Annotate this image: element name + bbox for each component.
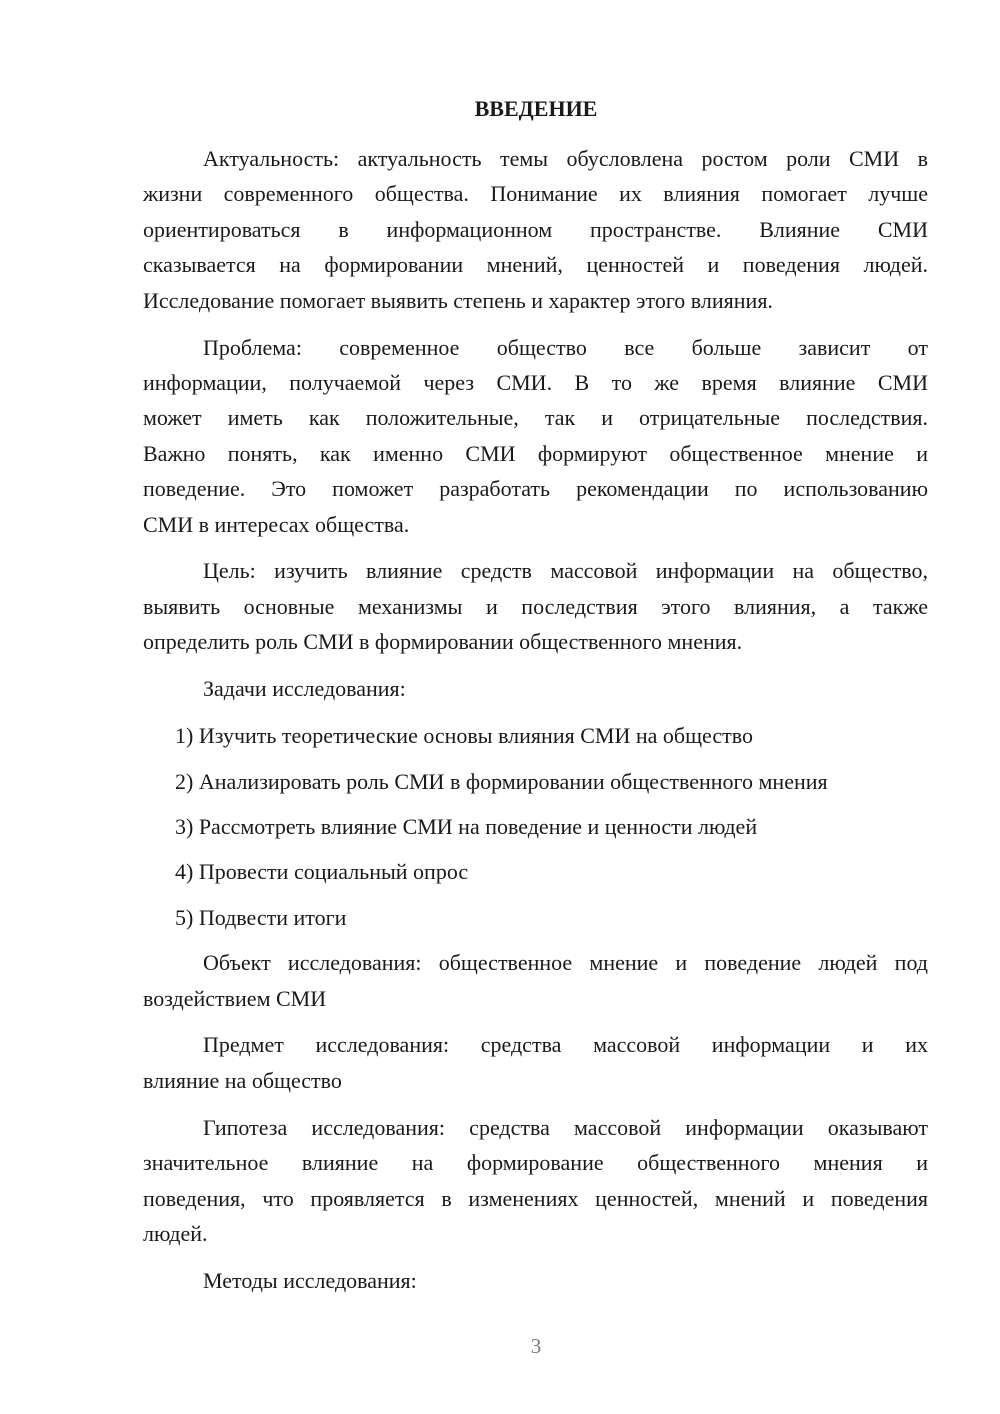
page-number: 3 <box>530 1334 542 1358</box>
paragraph <box>143 330 928 542</box>
text-line: жизни современного общества. Понимание их влияния помогает лучше <box>143 181 928 207</box>
text-line: поведение. Это поможет разработать рекомендации по использованию <box>143 476 928 502</box>
paragraph <box>143 1263 928 1298</box>
text-line: поведения, что проявляется в изменениях ценностей, мнений и поведения <box>143 1185 928 1211</box>
text-line: ориентироваться в информационном пространстве. Влияние СМИ <box>143 216 928 242</box>
text-line: Цель: изучить влияние средств массовой информации на общество, <box>203 558 928 584</box>
text-line: информации, получаемой через СМИ. В то же время влияние СМИ <box>143 369 928 395</box>
text-line: Объект исследования: общественное мнение и поведение людей под <box>203 950 928 976</box>
text-line: влияние на общество <box>143 1067 342 1093</box>
text-line: Исследование помогает выявить степень и характер этого влияния. <box>143 287 773 313</box>
paragraph <box>143 1027 928 1098</box>
text-line: может иметь как положительные, так и отрицательные последствия. <box>143 405 928 431</box>
paragraph <box>143 1110 928 1252</box>
list-item <box>143 854 928 889</box>
list-item <box>143 764 928 799</box>
text-line: 2) Анализировать роль СМИ в формировании общественного мнения <box>175 768 828 794</box>
document-body <box>143 141 928 1310</box>
text-line: Методы исследования: <box>203 1267 417 1293</box>
text-line: выявить основные механизмы и последствия этого влияния, а также <box>143 593 928 619</box>
text-line: СМИ в интересах общества. <box>143 511 410 537</box>
list-item <box>143 809 928 844</box>
text-line: воздействием СМИ <box>143 985 327 1011</box>
text-line: Проблема: современное общество все больше зависит от <box>203 334 928 360</box>
text-line: Гипотеза исследования: средства массовой информации оказывают <box>203 1114 928 1140</box>
paragraph <box>143 141 928 318</box>
text-line: Важно понять, как именно СМИ формируют общественное мнение и <box>143 440 928 466</box>
list-item <box>143 718 928 753</box>
text-line: Предмет исследования: средства массовой информации и их <box>203 1032 928 1058</box>
text-line: значительное влияние на формирование общественного мнения и <box>143 1150 928 1176</box>
text-line: Задачи исследования: <box>203 676 406 702</box>
text-line: Актуальность: актуальность темы обусловлена ростом роли СМИ в <box>203 146 928 171</box>
paragraph <box>143 671 928 706</box>
text-line: 3) Рассмотреть влияние СМИ на поведение и ценности людей <box>175 813 758 839</box>
paragraph <box>143 553 928 659</box>
paragraph <box>143 945 928 1016</box>
text-line: 4) Провести социальный опрос <box>175 859 469 885</box>
text-line: людей. <box>143 1220 208 1246</box>
list-item <box>143 900 928 935</box>
text-line: сказывается на формировании мнений, ценностей и поведения людей. <box>143 252 928 278</box>
section-title: ВВЕДЕНИЕ <box>474 96 598 121</box>
text-line: 5) Подвести итоги <box>175 904 347 930</box>
text-line: определить роль СМИ в формировании общественного мнения. <box>143 629 743 655</box>
text-line: 1) Изучить теоретические основы влияния СМИ на общество <box>175 723 753 749</box>
